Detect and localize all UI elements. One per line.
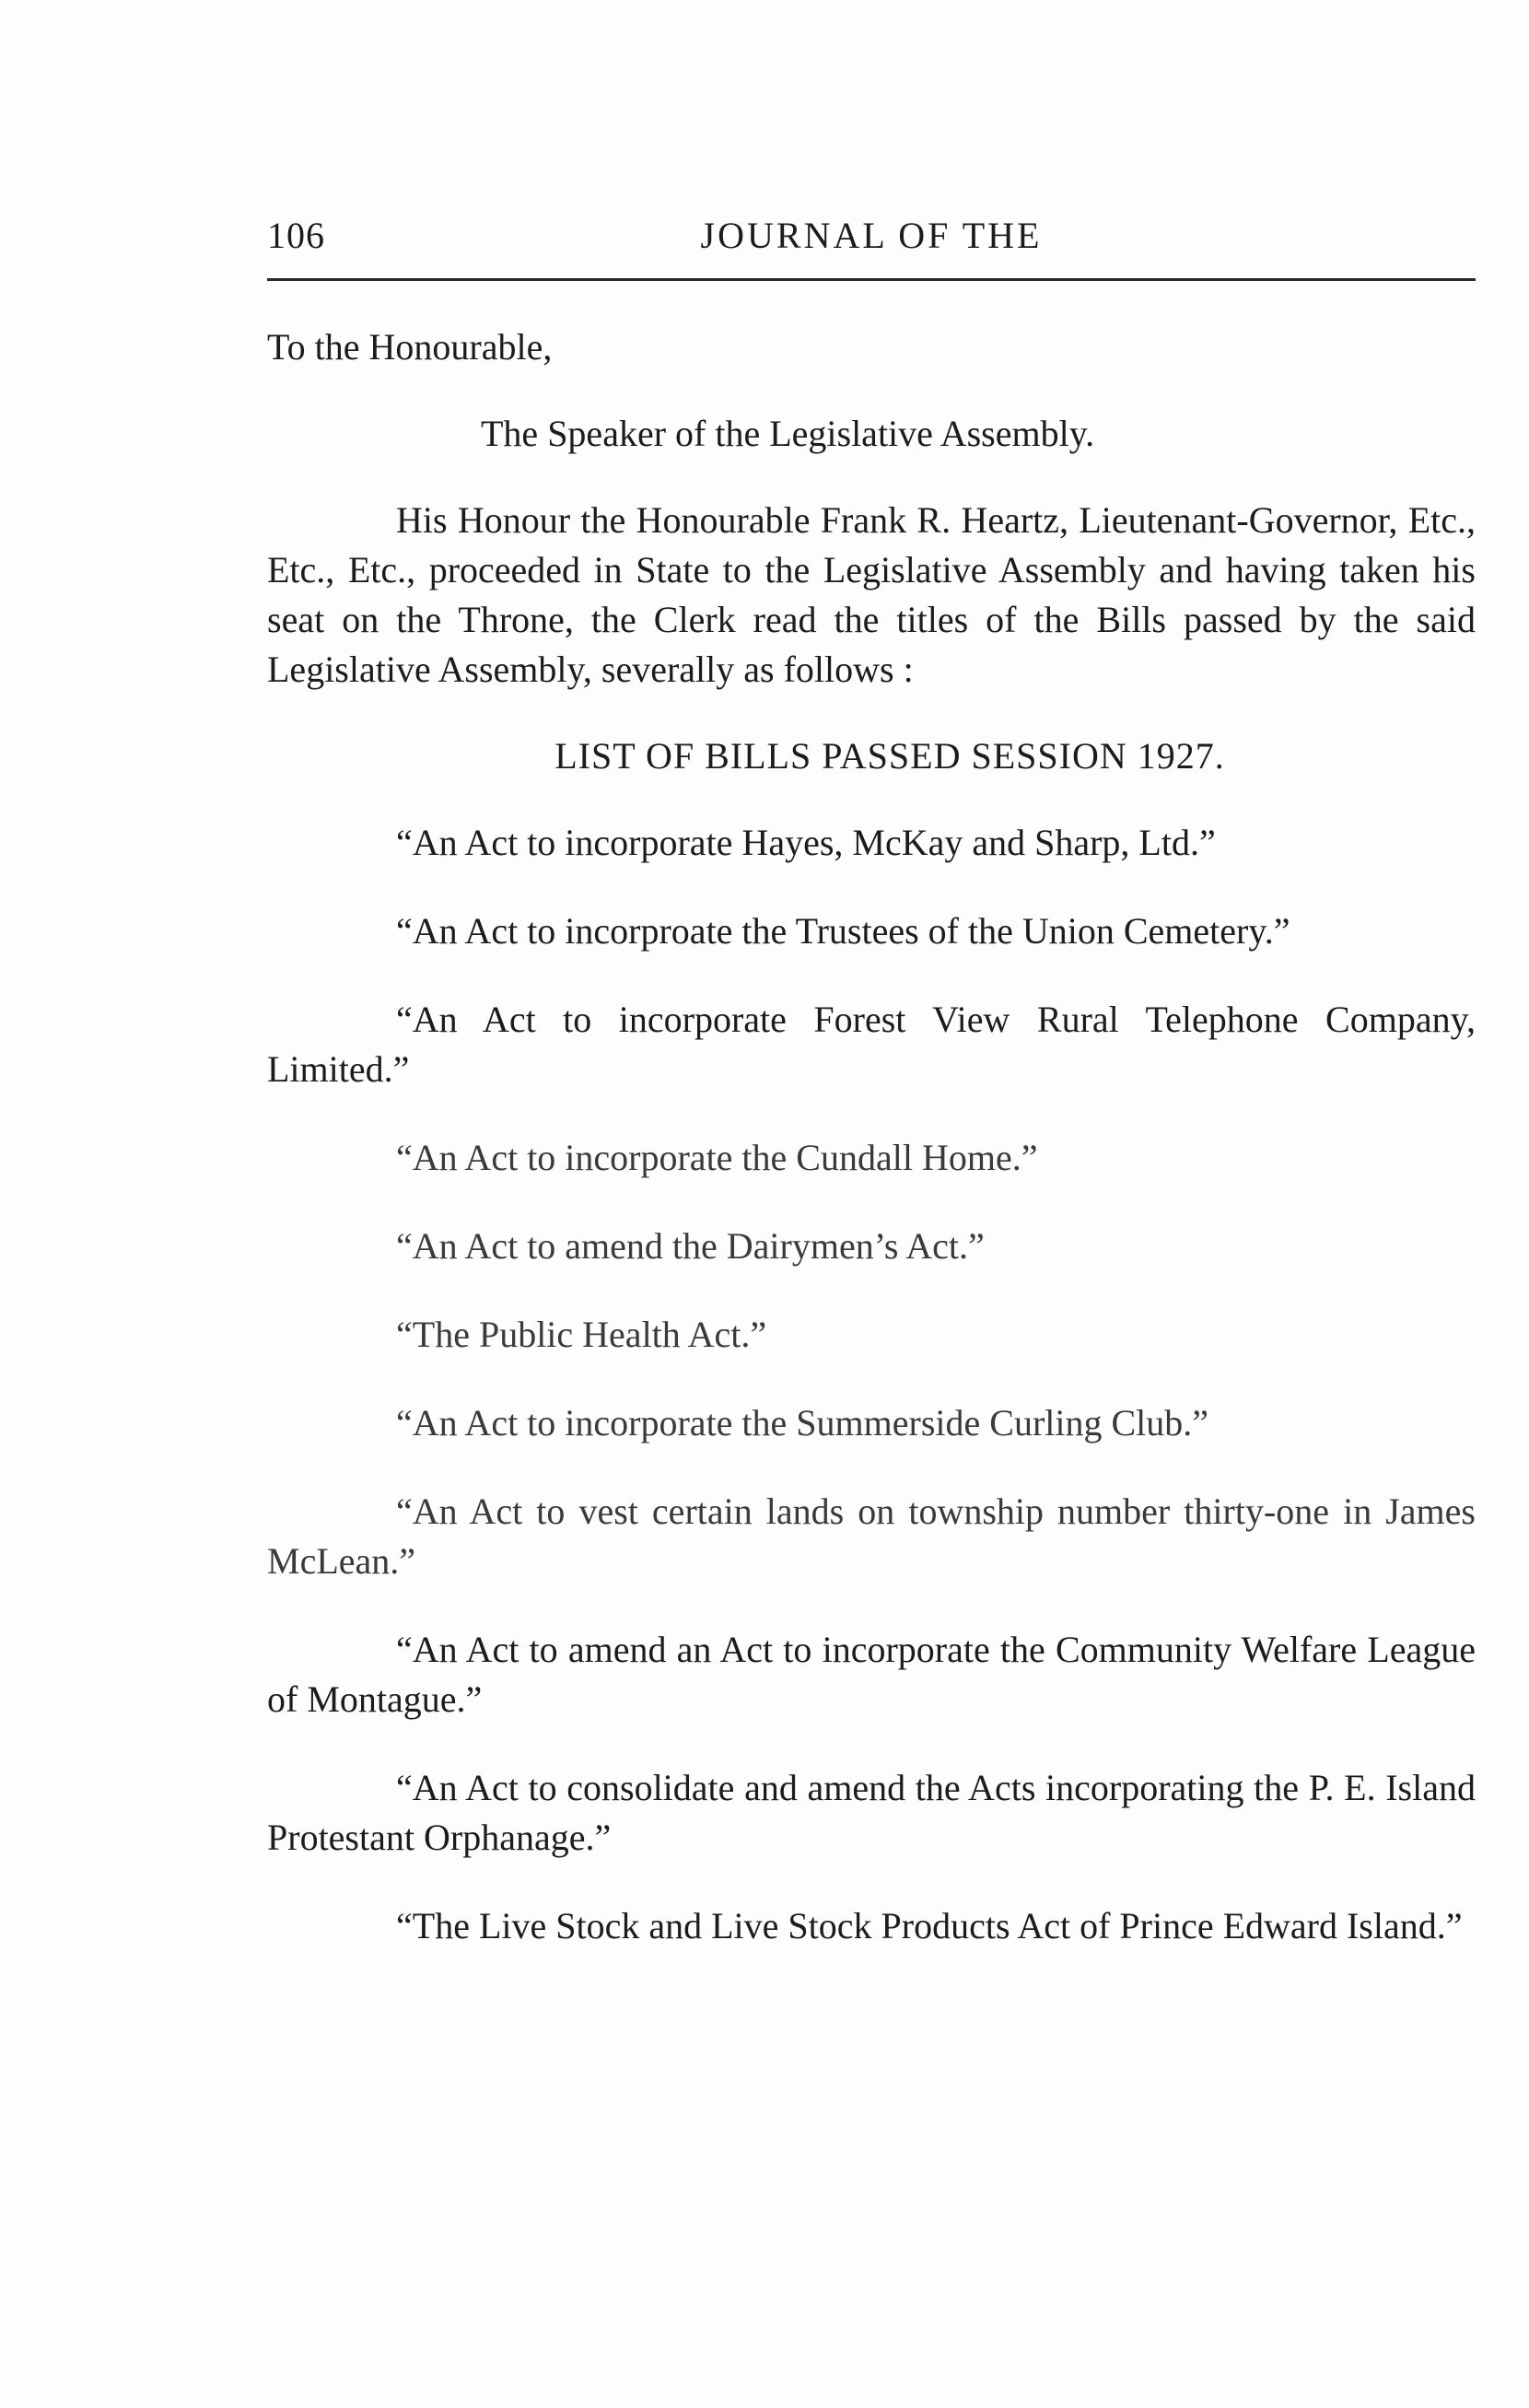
addressee: The Speaker of the Legislative Assembly. [481,413,1095,454]
bill-item: “An Act to amend the Dairymen’s Act.” [396,1225,985,1267]
bill-item: “The Live Stock and Live Stock Products Act of Prince Edward Island.” [396,1905,1463,1946]
page-body [267,322,1476,1990]
bill-item: “An Act to incorporate Forest View Rural Telephone Company, Limited.” [267,999,1476,1090]
page-number: 106 [267,215,325,256]
page-header [267,214,1476,269]
running-title: JOURNAL OF THE [700,215,1043,256]
bill-item: “An Act to incorporate Hayes, McKay and Sharp, Ltd.” [396,822,1216,863]
bill-item: “An Act to incorproate the Trustees of the Union Cemetery.” [396,910,1290,952]
bill-item: “An Act to incorporate the Summerside Curling Club.” [396,1402,1209,1444]
bill-item: “An Act to vest certain lands on township number thirty-one in James McLean.” [267,1490,1476,1582]
list-heading: LIST OF BILLS PASSED SESSION 1927. [554,735,1225,777]
intro-paragraph: His Honour the Honourable Frank R. Heartz, Lieutenant-Governor, Etc., Etc., Etc., proceeded in State to the Legislative Assembly and having taken his seat on the Throne, the Clerk read the titles of the Bills passed by the said Legislative Assembly, severally as follows : [267,499,1476,690]
header-rule [267,278,1476,281]
salutation: To the Honourable, [267,326,553,368]
bill-item: “An Act to consolidate and amend the Acts incorporating the P. E. Island Protestant Orphanage.” [267,1767,1476,1858]
bill-item: “The Public Health Act.” [396,1314,767,1355]
bill-item: “An Act to amend an Act to incorporate the Community Welfare League of Montague.” [267,1629,1476,1720]
bill-item: “An Act to incorporate the Cundall Home.” [396,1137,1038,1178]
